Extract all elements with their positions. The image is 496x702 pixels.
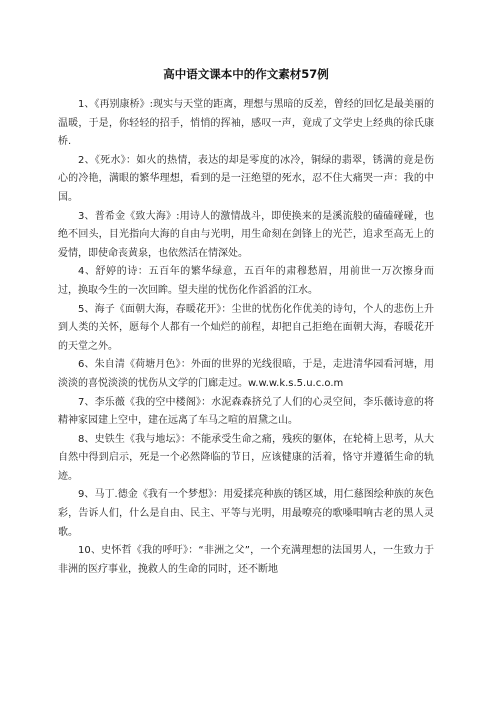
paragraph-9: 9、马丁.德金《我有一个梦想》：用爱揉亮种族的锈区域，用仁慈图绘种族的灰色彩，告诉人们，什么是自由、民主、平等与光明，用最嘹亮的歌嗓唱响古老的黑人灵歌。 bbox=[58, 489, 434, 538]
document-title: 高中语文课本中的作文素材57例 bbox=[163, 67, 329, 81]
paragraph-2: 2、《死水》：如火的热情，表达的却是零度的冰冷，铜绿的翡翠，锈满的竟是伤心的冷艳，满眼的繁华理想，看到的是一汪绝望的死水，忍不住大痛哭一声：我的中国。 bbox=[58, 154, 434, 203]
paragraph-4: 4、舒婷的诗：五百年的繁华绿意，五百年的肃穆愁眉，用前世一万次擦身而过，换取今生的一次回眸。望夫崖的忧伤化作滔滔的江水。 bbox=[58, 266, 434, 296]
paragraph-3: 3、普希金《致大海》:用诗人的激情战斗，即使换来的是溪流般的磕磕碰碰，也绝不回头，目光指向大海的自由与光明，用生命刻在剑锋上的光芒，追求至高无上的爱情，即使命丧黄泉，也依然活在情深处。 bbox=[58, 210, 434, 259]
paragraph-6: 6、朱自清《荷塘月色》：外面的世界的光线很暗，于是，走进清华园看河塘，用淡淡的喜悦淡淡的忧伤从文学的门廊走过。w.w.w.k.s.5.u.c.o.m bbox=[58, 359, 434, 389]
paragraph-10: 10、史怀哲《我的呼吁》：“非洲之父”，一个充满理想的法国男人，一生致力于非洲的医疗事业，挽救人的生命的同时，还不断地 bbox=[58, 545, 434, 575]
paragraph-5: 5、海子《面朝大海，春暖花开》：尘世的忧伤化作优美的诗句，个人的悲伤上升到人类的关怀，愿每个人都有一个灿烂的前程，却把自己拒绝在面朝大海，春暖花开的天堂之外。 bbox=[58, 303, 434, 352]
paragraph-7: 7、李乐薇《我的空中楼阁》：水泥森森挤兑了人们的心灵空间，李乐薇诗意的将精神家园建上空中，建在远离了车马之喧的眉黛之山。 bbox=[58, 396, 434, 427]
paragraph-1: 1、《再别康桥》:现实与天堂的距离，理想与黑暗的反差，曾经的回忆是最美丽的温暖，于是，你轻轻的招手，悄悄的挥袖，感叹一声，竟成了文学史上经典的徐氏康桥. bbox=[58, 99, 434, 148]
paragraph-8: 8、史铁生《我与地坛》：不能承受生命之痛，残疾的躯体，在轮椅上思考，从大自然中得到启示，死是一个必然降临的节日，应该健康的活着，恪守并遵循生命的轨迹。 bbox=[58, 433, 434, 482]
